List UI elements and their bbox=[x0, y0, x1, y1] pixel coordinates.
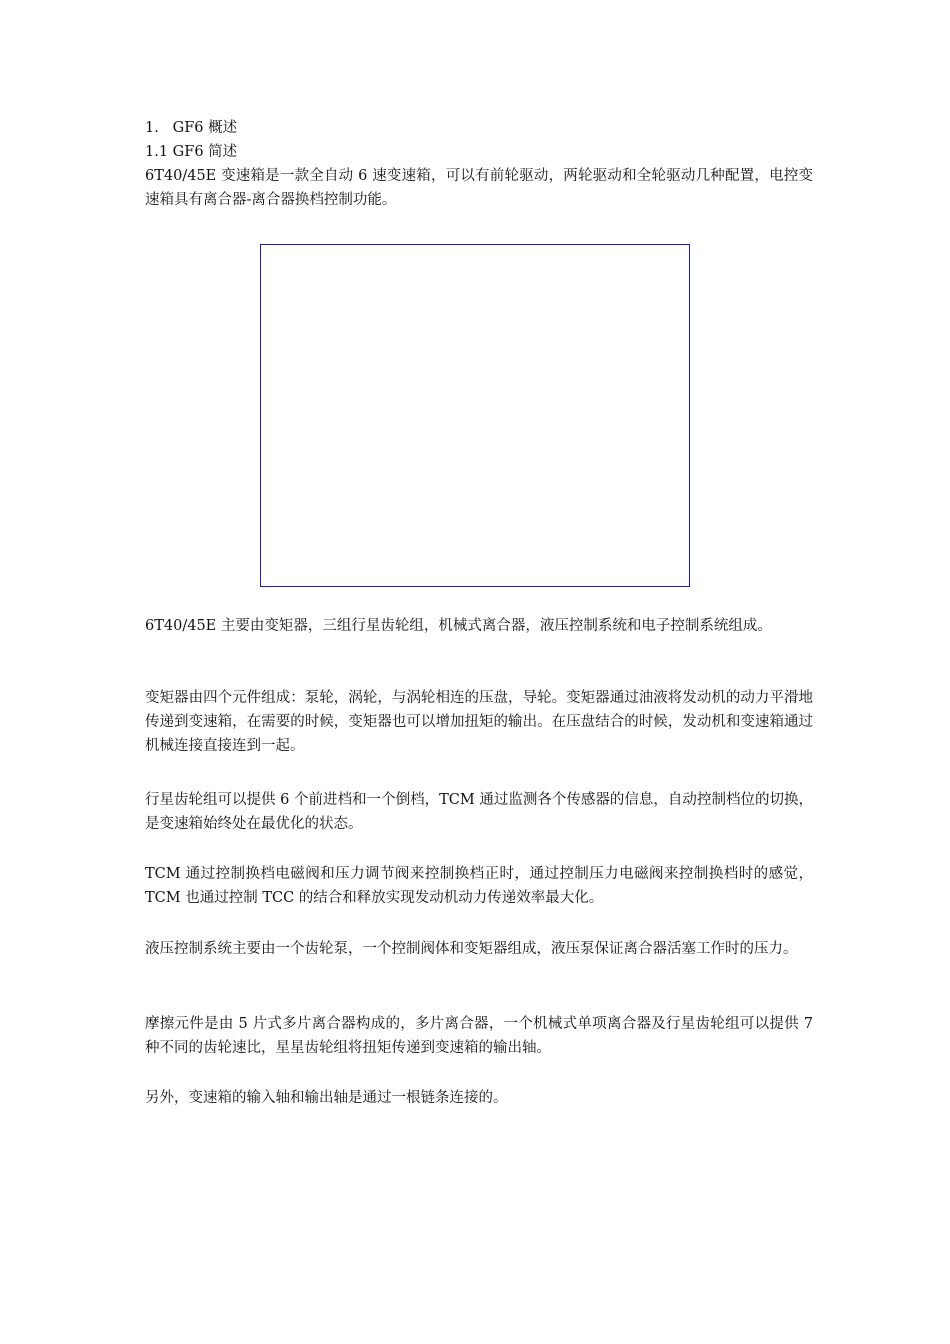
paragraph-tcm: TCM 通过控制换档电磁阀和压力调节阀来控制换档正时，通过控制压力电磁阀来控制换档时的感觉，TCM 也通过控制 TCC 的结合和释放实现发动机动力传递效率最大化。 bbox=[145, 866, 813, 906]
paragraph-friction-elements: 摩擦元件是由 5 片式多片离合器构成的，多片离合器，一个机械式单项离合器及行星齿轮组可以提供 7 种不同的齿轮速比，星星齿轮组将扭矩传递到变速箱的输出轴。 bbox=[145, 1016, 813, 1056]
paragraph-planetary-gearset: 行星齿轮组可以提供 6 个前进档和一个倒档，TCM 通过监测各个传感器的信息，自动控制档位的切换，是变速箱始终处在最优化的状态。 bbox=[145, 792, 813, 832]
paragraph-chain-drive: 另外，变速箱的输入轴和输出轴是通过一根链条连接的。 bbox=[145, 1090, 508, 1106]
paragraph-torque-converter: 变矩器由四个元件组成：泵轮，涡轮，与涡轮相连的压盘，导轮。变矩器通过油液将发动机的动力平滑地传递到变速箱，在需要的时候，变矩器也可以增加扭矩的输出。在压盘结合的时候，发动机和变速箱通过机械连接直接连到一起。 bbox=[145, 690, 813, 754]
figure-placeholder bbox=[260, 244, 690, 587]
paragraph-overview: 6T40/45E 变速箱是一款全自动 6 速变速箱，可以有前轮驱动，两轮驱动和全轮驱动几种配置，电控变速箱具有离合器-离合器换档控制功能。 bbox=[145, 168, 813, 208]
paragraph-hydraulic-control: 液压控制系统主要由一个齿轮泵，一个控制阀体和变矩器组成，液压泵保证离合器活塞工作时的压力。 bbox=[145, 941, 798, 957]
section-heading: 1. GF6 概述 bbox=[145, 120, 238, 136]
subsection-heading: 1.1 GF6 简述 bbox=[145, 144, 238, 160]
paragraph-components: 6T40/45E 主要由变矩器，三组行星齿轮组，机械式离合器，液压控制系统和电子控制系统组成。 bbox=[145, 618, 772, 634]
